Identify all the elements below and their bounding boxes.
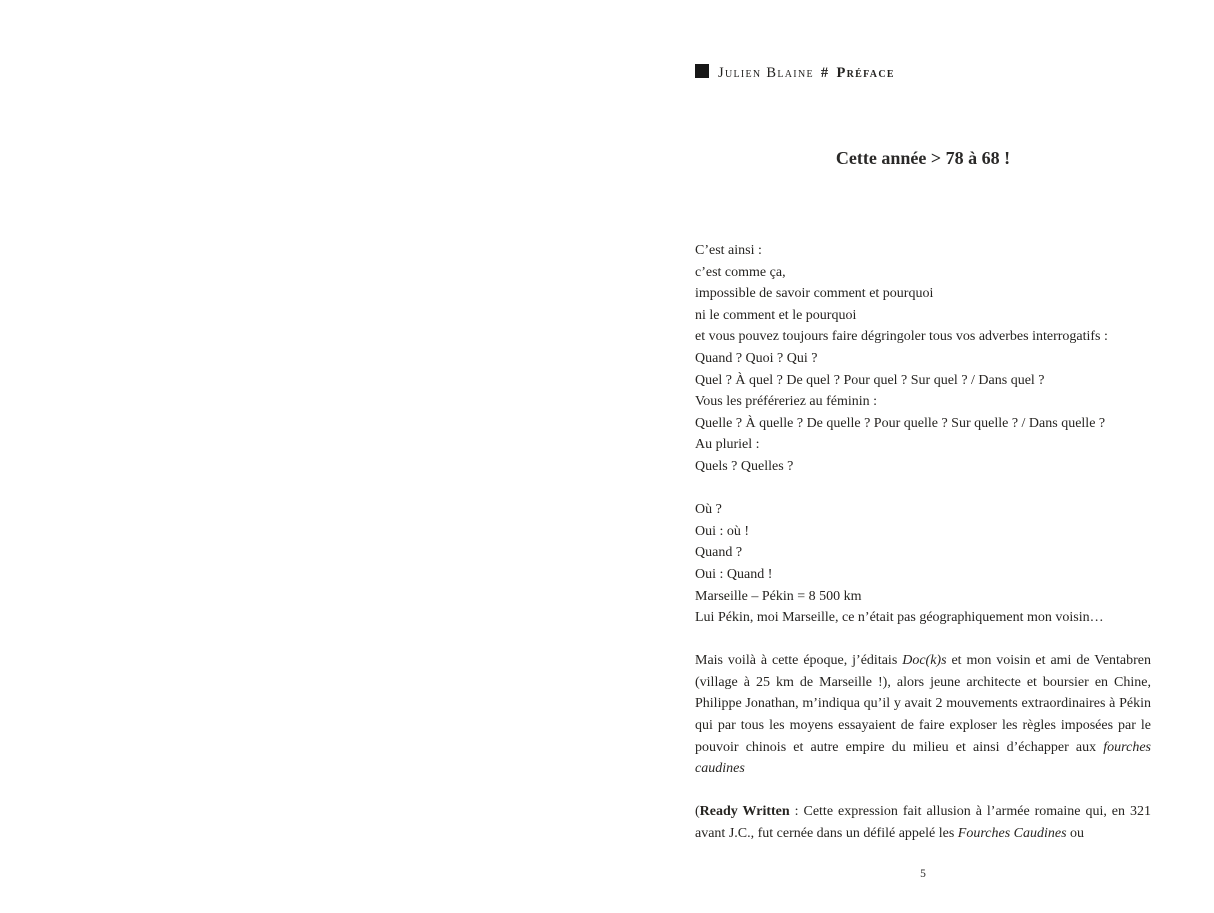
- poem-line: Au pluriel :: [695, 437, 760, 453]
- poem-line: Quels ? Quelles ?: [695, 458, 794, 474]
- paragraph-1: [695, 650, 1151, 780]
- poem-line: C’est ainsi :: [695, 243, 762, 258]
- poem-line: Oui : où !: [695, 523, 750, 539]
- italic-segment: Fourches Caudines: [957, 826, 1067, 842]
- bold-segment: Ready Written: [699, 804, 790, 820]
- poem-line: Quand ?: [695, 545, 743, 561]
- poem-line: impossible de savoir comment et pourquoi: [695, 286, 934, 302]
- poem-line: Où ?: [695, 502, 722, 518]
- poem-line: Quand ? Quoi ? Qui ?: [695, 350, 818, 366]
- italic-segment: fourches caudines: [695, 739, 1151, 777]
- page-number: 5: [920, 868, 926, 880]
- author-name: Julien Blaine: [718, 65, 814, 81]
- paragraph-2: [695, 801, 1151, 844]
- text-segment: (: [695, 804, 700, 820]
- stanza-1: [695, 240, 1151, 478]
- poem-line: Lui Pékin, moi Marseille, ce n’était pas géographiquement mon voisin…: [695, 610, 1104, 626]
- poem-line: c’est comme ça,: [695, 264, 786, 280]
- poem-title: Cette année > 78 à 68 !: [835, 148, 1011, 168]
- chapter-header: [695, 64, 1151, 82]
- hash-separator: #: [820, 65, 830, 81]
- text-segment: ou: [1066, 826, 1085, 842]
- poem-line: Quel ? À quel ? De quel ? Pour quel ? Sur quel ? / Dans quel ?: [695, 372, 1045, 388]
- stanza-2: [695, 499, 1151, 629]
- poem-line: Oui : Quand !: [695, 566, 773, 582]
- section-title: Préface: [836, 65, 895, 81]
- body-text: [695, 240, 1151, 845]
- poem-line: et vous pouvez toujours faire dégringoler tous vos adverbes interrogatifs :: [695, 329, 1108, 345]
- poem-line: Marseille – Pékin = 8 500 km: [695, 588, 862, 604]
- black-square-marker-icon: [695, 64, 709, 78]
- poem-line: Vous les préféreriez au féminin :: [695, 394, 878, 410]
- italic-segment: Doc(k)s: [902, 653, 947, 669]
- poem-line: Quelle ? À quelle ? De quelle ? Pour quelle ? Sur quelle ? / Dans quelle ?: [695, 415, 1106, 431]
- text-segment: : Cette expression fait allusion à l’armée romaine qui, en 321 avant J.C., fut cernée dans un défilé appelé les: [695, 804, 1151, 842]
- poem-line: ni le comment et le pourquoi: [695, 307, 857, 323]
- text-segment: et mon voisin et ami de Ventabren (village à 25 km de Marseille !), alors jeune architecte et boursier en Chine, Philippe Jonathan, m’indiqua qu’il y avait 2 mouvements extraordinaires à Pékin qui par tous les moyens essayaient de faire exploser les règles imposées par le pouvoir chinois et autre empire du milieu et ainsi d’échapper aux: [695, 653, 1152, 755]
- text-segment: Mais voilà à cette époque, j’éditais: [695, 653, 903, 669]
